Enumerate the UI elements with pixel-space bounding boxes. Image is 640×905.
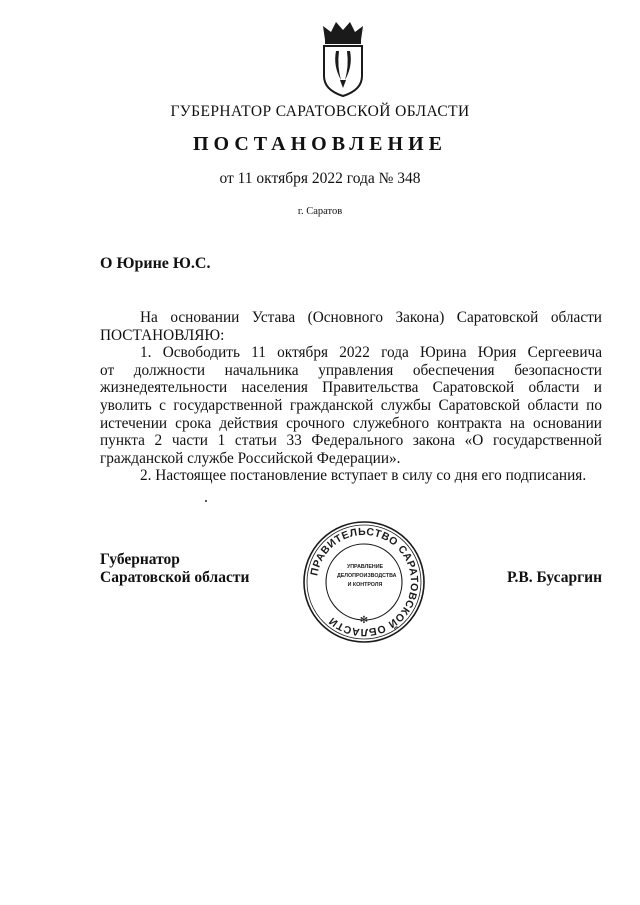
issue-city: г. Саратов — [297, 206, 343, 217]
preamble-line-1: На основании Устава (Основного Закона) Саратовской области — [140, 309, 602, 326]
item-1-continuation: жизнедеятельности населения Правительства Саратовской области и уволить с государственной гражданской службы Саратовской области по истечении срока действия срочного служебного контракта на основании пункта 2 части 1 статьи 33 Федерального закона «О государственной гражданской службе Российской Федерации». — [100, 379, 602, 467]
item-1-line-2: от должности начальника управления обеспечения безопасности — [100, 361, 602, 379]
signatory-name: Р.В. Бусаргин — [507, 569, 602, 586]
document-body — [100, 309, 602, 485]
issuing-authority: ГУБЕРНАТОР САРАТОВСКОЙ ОБЛАСТИ — [170, 103, 470, 120]
seal-ring-text: ПРАВИТЕЛЬСТВО САРАТОВСКОЙ ОБЛАСТИ — [308, 525, 421, 639]
signatory-title — [100, 551, 249, 587]
seal-inner-line-1: УПРАВЛЕНИЕ — [346, 564, 384, 570]
item-2: 2. Настоящее постановление вступает в силу со дня его подписания. — [140, 467, 587, 485]
stray-mark — [205, 500, 207, 502]
seal-star: ✻ — [359, 615, 369, 626]
signatory-title-line-1: Губернатор — [100, 551, 180, 568]
document-subject: О Юрине Ю.С. — [100, 255, 211, 272]
official-seal — [301, 519, 427, 645]
seal-inner-text — [337, 563, 397, 603]
item-1-line-1: 1. Освободить 11 октября 2022 года Юрина Юрия Сергеевича — [140, 344, 602, 362]
seal-inner-line-3: И КОНТРОЛЯ — [347, 582, 383, 588]
document-type-title: ПОСТАНОВЛЕНИЕ — [193, 133, 447, 155]
saratov-coat-of-arms-icon — [319, 18, 367, 98]
preamble-line-2: ПОСТАНОВЛЯЮ: — [100, 326, 225, 344]
seal-inner-line-2: ДЕЛОПРОИЗВОДСТВА — [337, 573, 397, 579]
document-date-number: от 11 октября 2022 года № 348 — [219, 170, 421, 187]
signatory-title-line-2: Саратовской области — [100, 569, 250, 586]
